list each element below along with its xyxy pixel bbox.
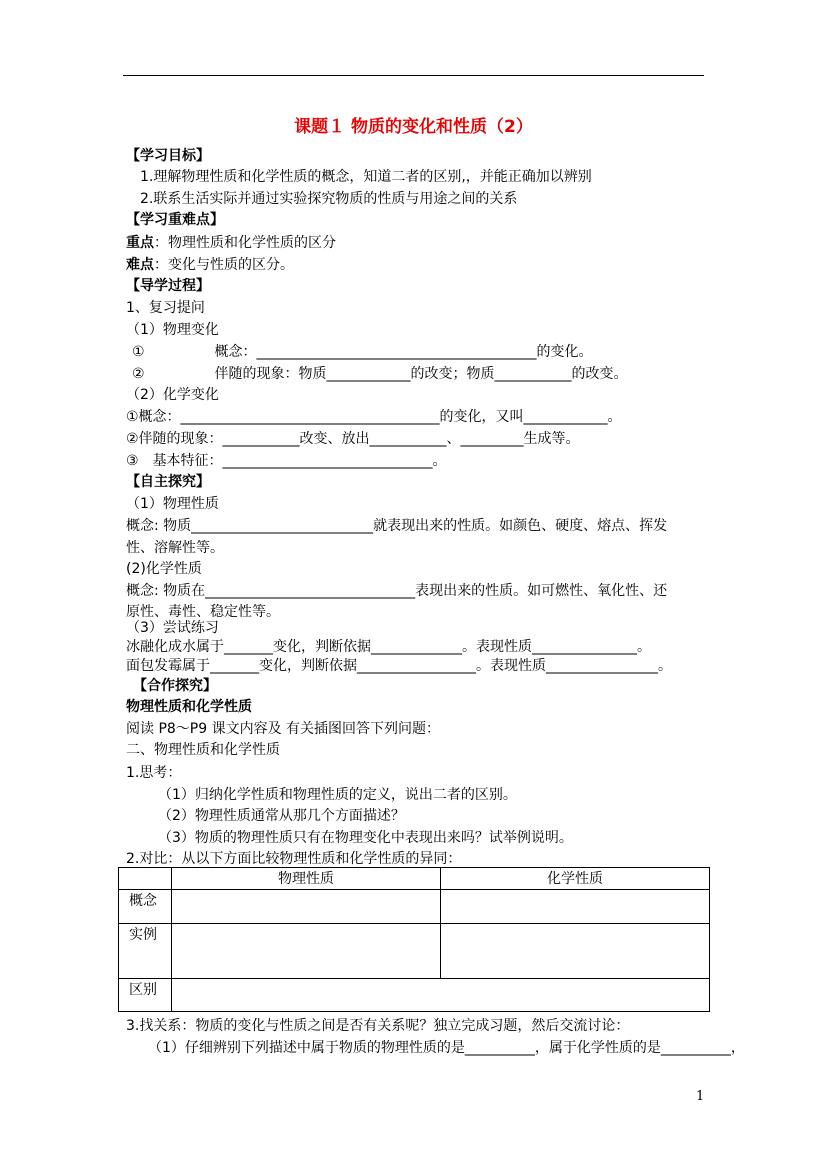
phys-prop-text-2: 性、溶解性等。 — [126, 540, 224, 556]
phys-change-heading: （1）物理变化 — [126, 322, 219, 338]
compare-heading: 2.对比：从以下方面比较物理性质和化学性质的异同： — [126, 851, 462, 867]
row-label-example: 实例 — [119, 924, 172, 979]
goal-1: 1.理解物理性质和化学性质的概念，知道二者的区别,，并能正确加以辨别 — [140, 169, 592, 185]
section-goals: 【学习目标】 — [126, 148, 210, 164]
cell-example-physical — [172, 924, 441, 979]
try-exercise-2: 面包发霉属于_______变化，判断依据_________________。表现性质________________。 — [126, 658, 672, 674]
page-number: 1 — [696, 1089, 705, 1104]
chem-prop-text-1: 概念: 物质在______________________________表现出来的性质。如可燃性、氧化性、还 — [126, 583, 668, 599]
key-point — [126, 232, 336, 252]
section-process: 【导学过程】 — [126, 278, 210, 294]
think-question-2: （2）物理性质通常从那几个方面描述？ — [158, 808, 405, 824]
diff-text: ：变化与性质的区分。 — [154, 257, 294, 273]
table-header-row — [119, 868, 710, 890]
think-question-1: （1）归纳化学性质和物理性质的定义，说出二者的区别。 — [158, 787, 517, 803]
reading-instruction: 阅读 P8～P9 课文内容及 有关插图回答下列问题： — [126, 721, 441, 737]
header-physical: 物理性质 — [172, 868, 441, 890]
try-heading: （3）尝试练习 — [126, 620, 219, 636]
review-heading: 1、复习提问 — [126, 300, 205, 316]
cooperation-title: 物理性质和化学性质 — [126, 699, 252, 715]
cell-example-chemical — [441, 924, 710, 979]
chem-prop-heading: (2)化学性质 — [126, 561, 202, 577]
table-row — [119, 924, 710, 979]
phys-prop-heading: （1）物理性质 — [126, 496, 219, 512]
diff-label: 难点 — [126, 257, 154, 273]
relation-heading: 3.找关系：物质的变化与性质之间是否有关系呢？独立完成习题，然后交流讨论： — [126, 1018, 630, 1034]
chem-change-concept: ①概念：_____________________________________的变化，又叫____________。 — [126, 409, 622, 425]
chem-change-phenomena: ②伴随的现象：___________改变、放出___________、_________生成等。 — [126, 431, 580, 447]
cell-difference — [172, 979, 710, 1012]
goal-2: 2.联系生活实际并通过实验探究物质的性质与用途之间的关系 — [140, 191, 518, 207]
difficulty — [126, 254, 294, 274]
section-cooperation: 【合作探究】 — [126, 678, 217, 694]
section-key-points: 【学习重难点】 — [126, 212, 224, 228]
header-rule — [123, 75, 704, 76]
chem-change-feature: ③ 基本特征：______________________________。 — [126, 453, 447, 469]
row-label-concept: 概念 — [119, 890, 172, 924]
key-label: 重点 — [126, 235, 154, 251]
section-self-study: 【自主探究】 — [126, 474, 210, 490]
try-exercise-1: 冰融化成水属于_______变化，判断依据_____________。表现性质_______________。 — [126, 639, 651, 655]
phys-change-phenomena: ② 伴随的现象：物质____________的改变；物质___________的改变。 — [132, 366, 628, 382]
chem-prop-text-2: 原性、毒性、稳定性等。 — [126, 604, 280, 620]
key-text: ：物理性质和化学性质的区分 — [154, 235, 336, 251]
chem-change-heading: （2）化学变化 — [126, 387, 219, 403]
relation-question-1: （1）仔细辨别下列描述中属于物质的物理性质的是__________，属于化学性质的是__________， — [148, 1040, 745, 1056]
phys-change-concept: ① 概念：________________________________________的变化。 — [132, 344, 593, 360]
think-heading: 1.思考： — [126, 765, 182, 781]
row-label-difference: 区别 — [119, 979, 172, 1012]
header-chemical: 化学性质 — [441, 868, 710, 890]
cell-concept-physical — [172, 890, 441, 924]
cell-concept-chemical — [441, 890, 710, 924]
table-row — [119, 890, 710, 924]
phys-prop-text-1: 概念: 物质__________________________就表现出来的性质。如颜色、硬度、熔点、挥发 — [126, 518, 668, 534]
part-two-heading: 二、物理性质和化学性质 — [126, 742, 280, 758]
table-corner-cell — [119, 868, 172, 890]
page-title: 课题１ 物质的变化和性质（2） — [294, 117, 533, 137]
comparison-table — [118, 867, 710, 1012]
table-row — [119, 979, 710, 1012]
think-question-3: （3）物质的物理性质只有在物理变化中表现出来吗？试举例说明。 — [158, 830, 573, 846]
